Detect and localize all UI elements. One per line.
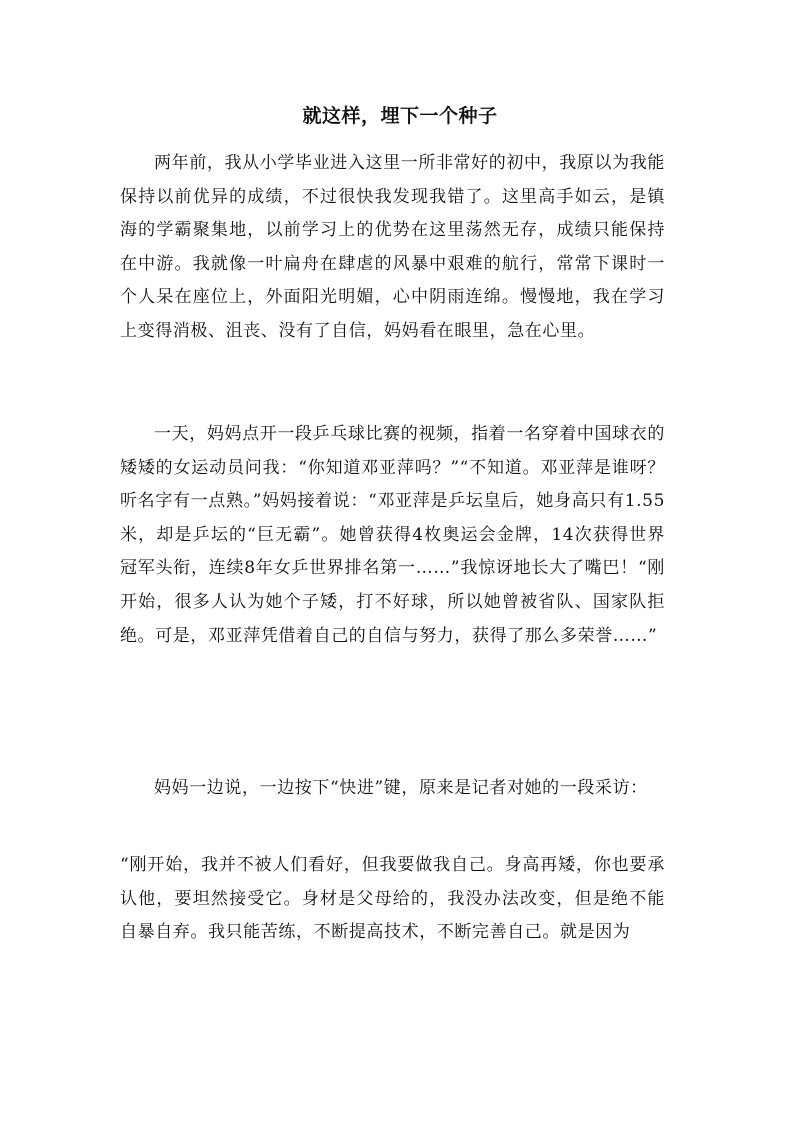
- paragraph-2: [120, 418, 665, 653]
- paragraph-text: 妈妈一边说，一边按下“快进”键，原来是记者对她的一段采访：: [154, 778, 648, 798]
- paragraph-text: “刚开始，我并不被人们看好，但我要做我自己。身高再矮，你也要承认他，要坦然接受它。身材是父母给的，我没办法改变，但是绝不能自暴自弃。我只能苦练，不断提高技术，不断完善自己。就是因为: [120, 855, 665, 943]
- document-title: 就这样，埋下一个种子: [302, 105, 498, 127]
- paragraph-3: [120, 772, 665, 806]
- paragraph-1: [120, 147, 665, 349]
- paragraph-text: 两年前，我从小学毕业进入这里一所非常好的初中，我原以为我能保持以前优异的成绩，不过很快我发现我错了。这里高手如云，是镇海的学霸聚集地，以前学习上的优势在这里荡然无存，成绩只能保持在中游。我就像一叶扁舟在肆虐的风暴中艰难的航行，常常下课时一个人呆在座位上，外面阳光明媚，心中阴雨连绵。慢慢地，我在学习上变得消极、沮丧、没有了自信，妈妈看在眼里，急在心里。: [120, 153, 665, 341]
- paragraph-text: 一天，妈妈点开一段乒乓球比赛的视频，指着一名穿着中国球衣的矮矮的女运动员问我：“你知道邓亚萍吗？”“不知道。邓亚萍是谁呀？听名字有一点熟。”妈妈接着说：“邓亚萍是乒坛皇后，她身高只有1.55米，却是乒坛的“巨无霸”。她曾获得4枚奥运会金牌，14次获得世界冠军头衔，连续8年女乒世界排名第一……”我惊讶地长大了嘴巴！“刚开始，很多人认为她个子矮，打不好球，所以她曾被省队、国家队拒绝。可是，邓亚萍凭借着自己的自信与努力，获得了那么多荣誉……”: [120, 424, 665, 646]
- paragraph-4: [120, 849, 665, 950]
